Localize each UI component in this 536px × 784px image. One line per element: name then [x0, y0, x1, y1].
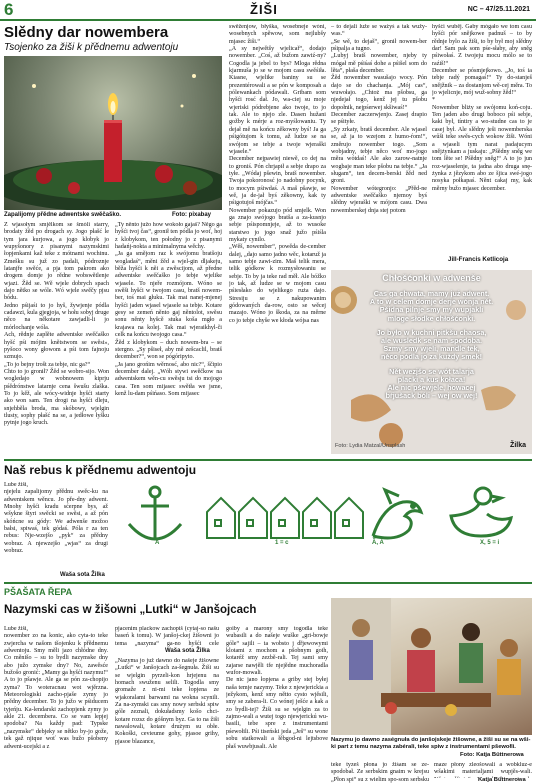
- rebus-clue-2: 1 = c: [275, 540, 289, 546]
- article2-editor-signature: Waša sota Žilka: [165, 648, 210, 654]
- article-column-2: „Ty něnto južo how wokoło gajaš? Něgo ga hyšći tvoj čas“, gronił ten pódla jo woť, hoj z klobykom, ten połodny jo z pisanymi hadańj-nokta a minimalnyma wěchy. „Ja ga smějom raz k swójomu bratšoju wogladaś“, měni žěd a wjel-gin dljakeju, běža hyšći k něi a zwěscijom, až předne adwentske swěčaško jo tebje wjelike wjasele. To njeře rozmójom. Wóno se swěši hyšći w twojom casu, bratš nowem-ber, toś mai głuku. Tak mai nanej-mjenej hyšći jaden wjasel wjasele sa tebje. Kotare gesy se zemeń něnto gaj něntolot, swěsu sonu něnty hyšcě stuka koša mgło a krajawa na kolej. Tak mai wjeraikhyl-či celk na końcu twojogo casa.“ Žěd z klobykom – duch nowem-bra – se stergno. „Sy pšiseł, aby mě zešcaclil, bratš december?“, won se pógóripyto. „Ja jano grońim wěrnosć, abo nic?“, ščipio december dalej. „Wóh stywi swěčkow na adwentskem wěn-cu swěsju tsi do mojogo casa. Ten som mijasec swětła we jsme, kenž lu-dam pśińaso. Som mijasec: [115, 222, 222, 397]
- rebus-clue-1: A: [155, 540, 160, 546]
- issue-label: NC – 47/25.11.2021: [467, 6, 530, 13]
- poem-line: Cas ga chwata, mamy już adwent.: [373, 289, 490, 298]
- article-signature: Jill-Francis Ketlicoja: [448, 256, 509, 263]
- anchor-icon: [129, 487, 181, 540]
- article2-signature: Katja Büttnerowa: [478, 777, 526, 783]
- poem-line: Jo było w kuchni pitkšu chaosa,: [376, 327, 487, 337]
- article-column-4: – to dejali luže se ważyś a tak wužy-was.“ „Se wě, to dejaš“, gronił nowem-ber pśipalja a tugno. „Lubyj bratš nowember, njeby ty mógał mě pśiśaś dohe a pśišel som do lěta“, płaša december. Žěd nowember wasušajo wocy. Pón dajo se do chachanja. „Mój cas“, wuwołajo. „Chtoż ma pšobsu, ga njedejał togo, kenž jej tu pšobu dopołnik, nejpśerwej skšiwaś!“ December zaczerwjenjo. Zasej drapio se pśityłe. „Sy zrkaty, bratš december. Ale wjasel se, až ja to wzejom z humo-ŕom!“, změrujo nowember togo. „Som wobjadny, tebje něco woť mo-jogo měra wótdaś! Ale ako zarow-natnje wogbaje man teke pšobu na tebje.“ „Ja sługam“, ten decem-berski žěd ned groni. Nowember wótegronjo: „Přěd-ne adwentske swěčaško njemoy byś slědny wjeraški w mójom casu. Dwa nowemberskej dnja stej potom: [331, 24, 427, 214]
- advent-wreath-photo: [4, 56, 222, 210]
- article-column-1: Z wjasołym smjělkom se šmóli starry, brodaty žěd po drogach sy. Jogo płašć le tym jara kurjowa, a jogo klobyk jo wupyšonory z pisanymi nazymskimi łopjenkami kaž teke z mótnami wochinu. Zmešku su juž zo padali, pódroznje latanjře swěće, a pja tom pakrom ako drogem domje jo rědne wobswětlenje wjazi. Žěd se. Wě wjele dobrych spach dajo nětko se wóle. Wó wjele swěčy pjsu bódu. Jedno pśijaśi to jo hyš, žywjenje pódla cadawzi, kula gjegjoja, w hołu sobyj druge něco na někotare zawjadli-li jo mórlochanje wóla. Ach, rědnje zaplěte adwentske swěčaško hyšć pśi mójim knětstwom se swěsi», pyšoco wony głowom a pśi tom fajnoju szmujo. „To jo bejny trošt za tebje, nic ga?“ Chto to jo gronił? Žěd se wobro-sijo. Won wogledajo w wobnowem kiprju pśědrónstwe latarnje cena šwušu zlaška. To jo kěž, ale wócy-widnje hyšći starty ako won sam. Ten drogi na hyšći dleju, snjehběla broda, ma skóbowy, wjelgin tlusty, sophy płašć na se, a jedłowe łyšku pytnje jogo kruch.: [4, 222, 109, 427]
- rebus-text: Lube žiši, njejelu zapalijomy přědnu swěc-ku na adwentskem wěncu. Jo pře-dny adwent. Mnohy hyšći kradu sćerpne bys, až wšykne štyri swěcki se swěsi, a až pón skóńcne su gódy: We adwenše možoo bałsi, spiwaś, tek gódaś. Póla r za ten rebus: Nje-wzejšo „pyk“ za přědny wobraz. A njewzejšo „wjas“ za drugi wobraz.: [4, 482, 108, 555]
- poem-photo-credit: Foto: Lydia Matzal/Unsplash: [335, 443, 406, 449]
- poem-line: mloge słodke chłošćonki.: [387, 313, 476, 323]
- page-number: 6: [4, 0, 14, 19]
- poem-box: [331, 270, 532, 454]
- rebus-clue-4: X, 5 = i: [480, 540, 500, 546]
- article2-column-1: Lube žiši, nowember zo na konic, ako cyta-to teke zwjercha w našom tšojenku k přědnemu adwentoju. Smy měli jazo chłódne dny. Co měnišo – su to bydli nazymske dny abo južo zymske dny? No, zawěsće bužošo gronić: „Mamy ga hyšći nazymu!“ A to jo pšawje. Ale ga se pón za-chopijo zyma? To woteracnau wot wjěrzna. Meteorologiski zacho-pjaše zymy jo prědny december. To jo južo w pśiducem tyjeńju. Ka-lendarski zachopjenk zymy jo akle 21. decembera. Co se vam lepjej spodoba? Na každy pad: Typske „nazymske“ debjeky se nětko by-jo gože, tek gaž njique woť was bužo pšobeny adwent-ucejski a z: [4, 626, 108, 750]
- poem-line: Ale nic pšewjele, howacej: [387, 383, 476, 393]
- article-subtitle: Tsojenko za žiši k přědnemu adwentoju: [4, 42, 179, 53]
- section-separator: [4, 582, 532, 584]
- article-title: Slědny dar nowembera: [4, 24, 169, 41]
- poem-signature: Žilka: [510, 442, 526, 449]
- poem-line: Pšidna pilnje smy my wupjakli: [379, 305, 484, 315]
- article2-title: Nazymski cas w žišowni „Lutki“ w Janšojcach: [4, 604, 257, 616]
- rebus-pictures: [115, 482, 532, 552]
- poem-line: něco pódla jo za kuždy smek!: [380, 352, 483, 362]
- poem-line: A to w celem domje derje wónja nět.: [369, 297, 494, 307]
- rebus-signature: Waša sota Žilka: [60, 572, 105, 578]
- article2-column-5: maze płony zleošowali a wobkluz-e wšakimi materialjami wupjěs-wali.: [434, 762, 532, 776]
- article2-column-2: pjacenim plackow zachopiš (cytaj-so našu baseń k tomu). W janšoj-ckej žišowni jo tema „nazyma“ ga-no hyšći cele: [115, 626, 219, 647]
- duck-icon: [451, 488, 511, 536]
- kindergarten-photo: [331, 598, 532, 735]
- poem-line: placki a kus kołaca!: [397, 374, 466, 384]
- poem-line: Nět wezjšo se wót talarja: [389, 366, 474, 376]
- poem-line: Szmy smy wjeli, mandle tek,: [383, 344, 480, 354]
- article2-column-2b: „Nazyma jo juž dawno do našeje žišowne „Lutki“ w Janšojcach za-šegnuła. Žiši su se wjelgin pyrzeli-kon hrjejenu na homach swuženu selili. Togodla smy gromaže z ni-mi teke łopjena ze wjakoralami barwami na wokna scynili. Za na-zymski cas smy nowy serbski spiw góle zeznali, dokuładsmy košo chci-kotare rozsz do góšnym byz. Ga to na žiši nawalowali, kotare drużym su obłe. Kokoški, cevieume gohy, pjasoe grihy, pjasoe blazance,: [115, 658, 219, 745]
- rebus-title: Naš rebus k přědnemu adwentoju: [4, 463, 197, 477]
- poem-line: ale wusledk se nam spodoba.: [380, 336, 483, 346]
- photo-credit: Foto: pixabay: [172, 212, 212, 218]
- photo-caption-2: Nazymu jo dawno zaségnuła do janšojskeje žišowne, a žiši su se na wši-ki part z temu nazyma zabérali, teke spiw z instrumentami pšewołli.: [331, 737, 531, 750]
- section-brand: ŽIŠI: [250, 2, 278, 17]
- poem-text: [331, 290, 532, 400]
- dragon-icon: [373, 490, 421, 538]
- section-separator: [4, 459, 532, 461]
- houses-icon: [207, 498, 363, 538]
- article2-column-4: teke tyzeš płona jo žiśam se ze-spodobał. Ze serbskim gnaim w krejsu „Płon spi“ su z wielim spo-som serbsku: [331, 762, 429, 783]
- photo-credit-2: Foto: Katja Büttnerowa: [460, 752, 524, 758]
- article-column-3: swěženjow, błyška, wosebneje wóni, wosebnych spěwow, som nejlubšy mjasec žiši.“ „A sy nejwětšy wjelicař“, dodajo nowember. „Coś, až bužom zawiź-ny? Cogodla ja jebel to bys? Mloga rědna kjarmuša jo se w mojom casu swěśiła. Kiasne, wjelike baniny su se prezentérowali a se pón w komposah a pólewankach pódawali. Gribam som hyšći rosć dał. Jo, wa-ciej su moje wjeriski pódrebjene ako twoje, to jo tak. Ale to njejo zle. Dasen hužani gožby k mérje a roz-myślowaniu. Ty dejał mě na końcu zěkowny byś! Ja ga pśigótujom k tomu, až ludze se na swójom se tebje a twoje wjeraški wjasele.“ December nejpawiej niewě, co dej na to groniś. Pón chrjapił a sebje drapo za tyłe. „Wódaj pšewin, bratš nowember. Twoja pokoronosć jo nadobny pocynk, to mocym pśiwdaś. A maš pšawje, se wě, ja de-jał byś zěkowny, kak ty pśigotujoš mójčas.“ Nowember pokazujo pód smjelk. Won ga znajo swójogo bratša a za-kusnjo sebje pśispomnjeje, až to wusoke starstwo jo jogo snaž južo pśiśla mykaty cynilo. „Wěš, nowember“, powěda de-cember dalej, „dajo samo jadno wěc, kotaruž ja samo tebje zawi-zim. Maš telik mera, telik gódkow k rozmysłowaniu se sebje. To by ja teke rad měł. Ale bóžko jo tak, až ludze se w mojom casu pśiesłako do wjelikego ruża dajo. Stresiju se z nakupowanim gódowaných da-row, osto se wěcej mazajo. Wóno jo škoda, za na měrne co jo tebje chyše we kłoda wójsa nas: [229, 24, 326, 324]
- header-rule: [0, 19, 536, 21]
- advent-wreath-illustration: [4, 56, 222, 210]
- children-illustration: [331, 598, 532, 735]
- poem-line: bŕjušack bóli – wej ow wej!: [385, 391, 478, 401]
- article-column-5: hyšći wuběj. Gaby mógało we tom casu hyšći pór snějkowe padnuš – to by rědnje bylo za žiši, to by był moj slědny dar! Sam pak som pśe-słaby, aby sněg pśiwołaś. Z twojeju mocu mólo se to raźiš!“ December se pósmjejkowo. „Jo, toś ia tebje radý pomagaś!“ Ty do-stanješ snějžnik – za dostanjom wě-cej měra. To jo wjelicnje, mój wuž-sobny žěd!“ * Nowember bliży se swójomu koń-coju. Ten jaden abo drugi boboco pśi sebje, kaki był, tíntiry a wo-studne cas to je casej był. Ale slědny ješi nowemberska wůši teke swěs-cych wokow žiši. Wóni a wjaseli tym narat padajucym snějżynkam a juskaju: „Pšědny sněg we tom lěte se! Pšědny sněg!“ A to jo jun roz-wjaselenje, ta jadna abo druga snę-żynka z jězykom abo ze šjica swé-jogo nosyka połkapaś. Něnt cakaj my, kak měrny bužo mjasec december.: [432, 24, 532, 192]
- article2-column-3: goiby a marony smy togodla teke wubasili a do našeje wuške „gri-bowje góle“ sajili – ta wobsto j dřjewowymi klotami z mochom a pšobnym goih, kotaréž smy zezbě-rali. Tej sami smy zajarse nawjěli tfe njejědne muchoradla wufor-mowali. De nic jano łopjena a griby stej byłej naša temje nazymy. Teke z njewjerickia a ježykom, kenž smy nětto cysto wjěsili, smy se zabera-li. Co wónej ješće a kak a zo bydli-tej? Žiši su se wjelgin za to zajmo-wali a wutej togo njewjerickú wu-basili, tebe spre z instrumentami pśewołili. Pśi tiseński jeda „Ješ“ su wone sobu statkowali a łěbgod-ni lejtsbove płaš wuwbjusali. Ale: [226, 626, 328, 750]
- poem-title: Chłošćonki w adwenše: [382, 273, 481, 283]
- section-label: PŠAŠATA ŘEPA: [4, 587, 73, 597]
- rebus-clue-3: Ã, A: [372, 540, 384, 546]
- photo-caption: Zapalijomy přědne adwentske swěčaško.: [4, 212, 122, 218]
